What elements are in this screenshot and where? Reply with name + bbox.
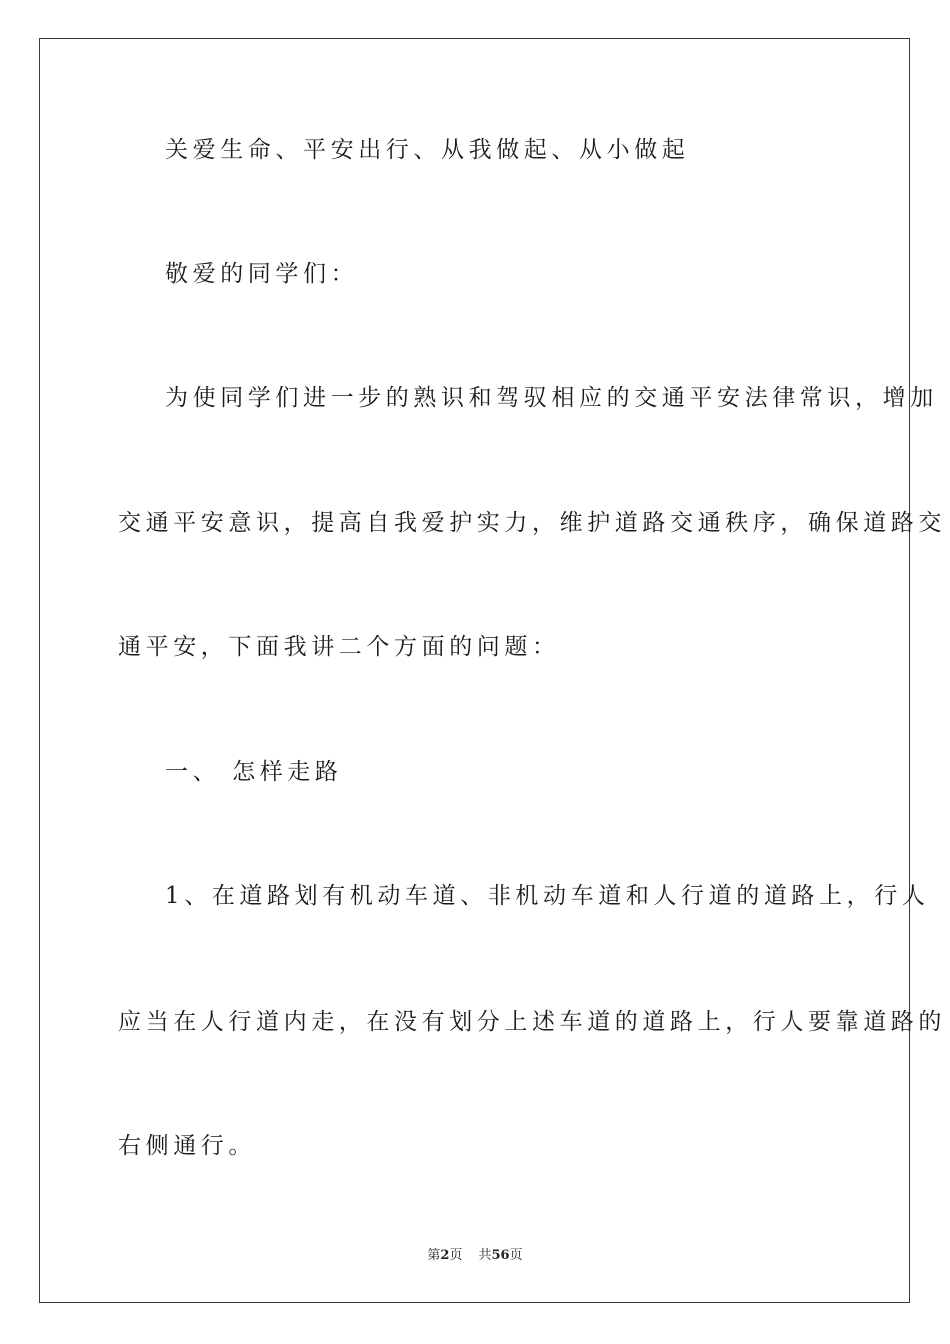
paragraph-1-line-2: 交通平安意识，提高自我爱护实力，维护道路交通秩序，确保道路交 — [118, 510, 946, 536]
paragraph-1-line-1: 为使同学们进一步的熟识和驾驭相应的交通平安法律常识，增加 — [165, 385, 938, 411]
total-prefix: 共 — [478, 1248, 492, 1263]
page-number: 2 — [440, 1248, 450, 1263]
title-line: 关爱生命、平安出行、从我做起、从小做起 — [165, 137, 690, 163]
section-heading-1: 一、 怎样走路 — [165, 759, 343, 785]
salutation: 敬爱的同学们： — [165, 261, 359, 287]
page-prefix: 第 — [427, 1248, 441, 1263]
item-1-line-3: 右侧通行。 — [118, 1133, 256, 1159]
paragraph-1-line-3: 通平安，下面我讲二个方面的问题： — [118, 634, 560, 660]
total-pages: 56 — [491, 1248, 510, 1263]
total-suffix: 页 — [509, 1248, 523, 1263]
item-1-line-2: 应当在人行道内走，在没有划分上述车道的道路上，行人要靠道路的 — [118, 1009, 946, 1035]
page-suffix: 页 — [449, 1248, 463, 1263]
item-1-line-1: 1、在道路划有机动车道、非机动车道和人行道的道路上，行人 — [165, 883, 930, 909]
page-footer — [0, 1247, 950, 1265]
page-border — [39, 38, 910, 1303]
